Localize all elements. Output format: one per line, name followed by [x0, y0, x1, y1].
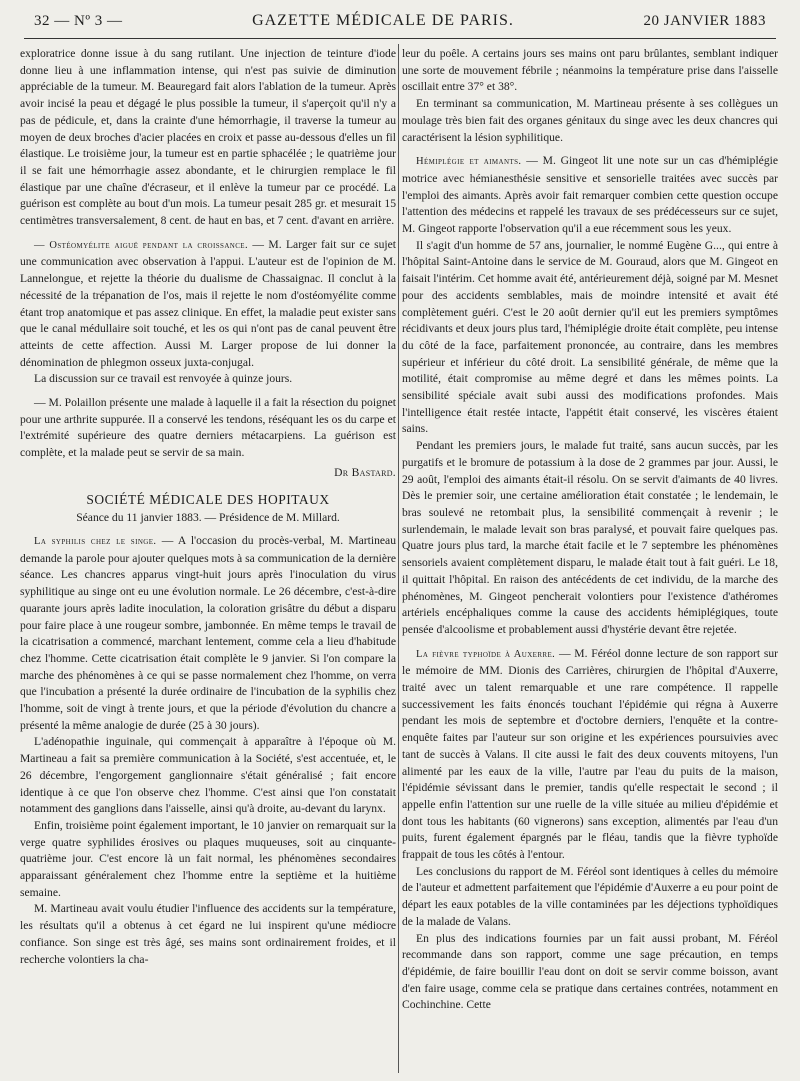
paragraph-syphilis	[20, 533, 396, 734]
paragraph-adenopathie: L'adénopathie inguinale, qui commençait à apparaître à l'époque où M. Martineau a fait sa première communication à la Société, s'est accentuée, et, le 26 décembre, l'engorgement ganglionnaire s'était généralisé ; fait encore identique à ce que l'on observe chez l'homme. C'est ainsi que l'on constatait notamment des ganglions dans l'aisselle, ainsi qu'à droite, au-devant du larynx.	[20, 735, 396, 816]
paragraph-osteomyelite	[20, 237, 396, 372]
issue-date: 20 JANVIER 1883	[643, 13, 766, 29]
fievre-title: La fièvre typhoïde à Auxerre.	[416, 648, 556, 660]
right-column	[402, 46, 778, 1014]
paragraph-martineau: M. Martineau avait voulu étudier l'influence des accidents sur la température, les résultats qu'il a obtenus à cet égard ne lui inspirent qu'une médiocre confiance. Son singe est très âgé, ses mains sont ordinairement froides, et il recherche volontiers la cha-	[20, 902, 396, 966]
paragraph-tumeur: exploratrice donne issue à du sang rutilant. Une injection de teinture d'iode donne lieu à une inflammation intense, qui n'est pas suivie de diminution appréciable de la tumeur. M. Beauregard fait alors l'ablation de la tumeur. Après avoir incisé la peau et dégagé le plus possible la tumeur, il s'aperçoit qu'il n'y a pas de pédicule, et, dans la crainte d'une hémorrhagie, il traverse la tumeur au moyen de deux broches d'acier placées en croix et passe au-dessous d'elles un fil élastique. Le troisième jour, la tumeur est en partie sphacélée ; le quatrième jour il se fait une hémorrhagie assez abondante, et le chirurgien remplace le fil élastique par une chaîne d'écraseur, et il enlève la tumeur par ce procédé. La guérison est complète au bout d'un mois. La tumeur pesait 285 gr. et mesurait 15 centimètres transversalement, 8 cent. de haut en bas, et 7 cent. d'avant en arrière.	[20, 47, 396, 228]
fievre-text: — M. Féréol donne lecture de son rapport sur le mémoire de MM. Dionis des Carrières, chirurgien de l'hôpital d'Auxerre, traité avec un talent remarquable et une rare compétence. Il rappelle successivement les faits énoncés touchant l'épidémie qui régna à Auxerre pendant les mois de septembre et d'octobre derniers, l'enquête et la contre-enquête faites par l'auteur sur son origine et les expériences poursuivies avec tant de succès à Valans. Il cite aussi le fait des deux couvents mitoyens, l'un alimenté par les eaux de la ville, l'autre par l'eau du puits de la maison, l'épidémie sévissant dans le premier, tandis qu'elle respectait le second ; il appelle enfin l'attention sur une ruelle de la ville située au milieu d'épidémie et dont tous les habitants (60 vignerons) sans exception, alimentés par l'eau d'un puits, furent également épargnés par le fléau, tandis que la fièvre typhoïde frappait de tous les côtés à l'entour.	[402, 646, 778, 862]
syphilis-text: — A l'occasion du procès-verbal, M. Martineau demande la parole pour ajouter quelques mots à sa communication de la dernière séance. Les chancres apparus vingt-huit jours après l'inoculation du virus syphilitique au singe ont eu une évolution normale. Le 26 décembre, c'est-à-dire quarante jours après ladite inoculation, la coloration grisâtre du début a disparu pour faire place à une rougeur sombre, jambonnée. En même temps le travail de la cicatrisation a commencé, marchant lentement, comme cela a lieu d'habitude chez l'homme. Cette cicatrisation était complète le 9 janvier. Si l'on compare la marche des phénomènes à ce qui se passe normalement chez l'homme, on verra que l'incubation a présenté la durée ordinaire de l'incubation de la syphilis chez l'homme, soit de vingt à trente jours, et que la période d'évolution du chancre a présenté la même analogie de durée (25 à 30 jours).	[20, 533, 396, 732]
header-rule	[24, 38, 776, 39]
hemiplegie-text: — M. Gingeot lit une note sur un cas d'hémiplégie motrice avec hémianesthésie sensitive et sensorielle traitées avec succès par l'emploi des aimants. Après avoir fait remarquer combien cette question occupe l'attention des médecins et rappelé les travaux de ses prédécesseurs sur ce sujet, M. Gingeot rapporte l'observation qu'il a eue récemment sous les yeux.	[402, 154, 778, 236]
paragraph-conclusions: Les conclusions du rapport de M. Féréol sont identiques à celles du mémoire de l'auteur et admettent parfaitement que l'épidémie d'Auxerre a eu pour point de départ les eaux potables de la ville contaminées par les déjections typhoïdiques de la malade de Valans.	[402, 864, 778, 928]
paragraph-poele: leur du poêle. A certains jours ses mains ont paru brûlantes, semblant indiquer une sorte de mouvement fébrile ; néanmoins la température prise dans l'aisselle oscillait entre 37° et 38°.	[402, 47, 778, 94]
paragraph-terminant: En terminant sa communication, M. Martineau présente à ses collègues un moulage très bien fait des organes génitaux du singe avec les deux chancres qui caractérisent la lésion syphilitique.	[402, 97, 778, 144]
signature: Dr Bastard.	[334, 465, 396, 479]
paragraph-plus: En plus des indications fournies par un fait aussi probant, M. Féréol recommande dans son rapport, comme une sage précaution, en temps d'épidémie, de faire bouillir l'eau dont on doit se servir comme boisson, avant d'en faire usage, comme cela se pratique dans certaines contrées, notamment en Cochinchine. Cette	[402, 931, 778, 1012]
page-header	[34, 12, 766, 34]
paragraph-polaillon: — M. Polaillon présente une malade à laquelle il a fait la résection du poignet pour une arthrite suppurée. Il a conservé les tendons, réséquant les os du carpe et l'extrémité supérieure des quatre derniers métacarpiens. La guérison est complète, et la malade peut se servir de sa main.	[20, 396, 396, 460]
seance-line: Séance du 11 janvier 1883. — Présidence de M. Millard.	[76, 511, 340, 525]
left-column	[20, 46, 396, 968]
society-title: SOCIÉTÉ MÉDICALE DES HOPITAUX	[86, 491, 330, 507]
paragraph-pendant: Pendant les premiers jours, le malade fut traité, sans aucun succès, par les purgatifs et le bromure de potassium à la dose de 2 grammes par jour. Aussi, le 29 août, l'emploi des aimants était-il résolu. On se servit d'aimants de 40 livres. Dès le premier soir, une certaine amélioration était constatée ; le lendemain, le bras soulevé ne retombait plus, la sensibilité commençait à revenir ; le surlendemain, le malade levait son bras paralysé, et pouvait faire quelques pas. Quatre jours plus tard, la marche était facile et le 7 septembre les phénomènes sensoriels avaient complètement disparu, le malade était tout à fait guéri. Le 18, il quittait l'hôpital. En raison des antécédents de cet individu, de la marche des phénomènes, M. Gingeot pencherait volontiers pour l'existence d'athéromes artériels encéphaliques comme la cause des accidents hémiplégiques, toute pensée d'alcoolisme et probablement aussi d'hystérie devant être rejetée.	[402, 439, 778, 636]
osteomyelite-text: — M. Larger fait sur ce sujet une communication avec observation à l'appui. L'auteur est de l'opinion de M. Lannelongue, et rejette la théorie du dualisme de Chassaignac. Il conclut à la nécessité de la trépanation de l'os, mais il rejette le nom d'ostéomyélite comme étant trop anatomique et pas assez clinique. En effet, la maladie peut exister sans que le canal médullaire soit touché, et les os qui n'ont pas de canal peuvent être atteints de cette affection. Aussi M. Larger propose de lui donner la dénomination de phlegmon osseux juxta-conjugal.	[20, 237, 396, 369]
journal-title: GAZETTE MÉDICALE DE PARIS.	[252, 12, 514, 29]
syphilis-title: La syphilis chez le singe.	[34, 535, 157, 547]
paragraph-discussion: La discussion sur ce travail est renvoyée à quinze jours.	[34, 372, 293, 386]
paragraph-fievre	[402, 646, 778, 864]
paragraph-observation: Il s'agit d'un homme de 57 ans, journalier, le nommé Eugène G..., qui entre à l'hôpital Saint-Antoine dans le service de M. Gouraud, alors que M. Gingeot en faisait l'intérim. Cet homme avait été, antérieurement déjà, soigné par M. Mesnet pour des accidents semblables, mais de moindre intensité et avait été complètement guéri. C'est le 20 août dernier qu'il eut les premiers symptômes récidivants et deux jours plus tard, l'hémiplégie droite était complète, peu intense du côté de la face, parfaitement prononcée, au contraire, dans les membres supérieur et inférieur du côté droit. La sensibilité générale, de même que la motilité, était compromise au même degré et dans les mêmes points. La sensibilité spéciale avait subi aussi des modifications profondes. Mais l'intelligence était restée intacte, l'appétit était conservé, les viscères étaient sains.	[402, 238, 778, 436]
hemiplegie-title: Hémiplégie et aimants.	[416, 156, 522, 168]
paragraph-hemiplegie	[402, 153, 778, 238]
osteomyelite-title: — Ostéomyélite aiguë pendant la croissance.	[34, 239, 249, 251]
column-divider	[398, 44, 399, 1073]
paragraph-enfin: Enfin, troisième point également important, le 10 janvier on remarquait sur la verge quatre syphilides érosives ou plaques muqueuses, soit au cinquante-quatrième jour. C'est encore là un fait normal, les phénomènes secondaires apparaissant généralement chez l'homme entre la septième et la huitième semaine.	[20, 818, 396, 899]
page-number: 32 — Nº 3 —	[34, 13, 123, 29]
